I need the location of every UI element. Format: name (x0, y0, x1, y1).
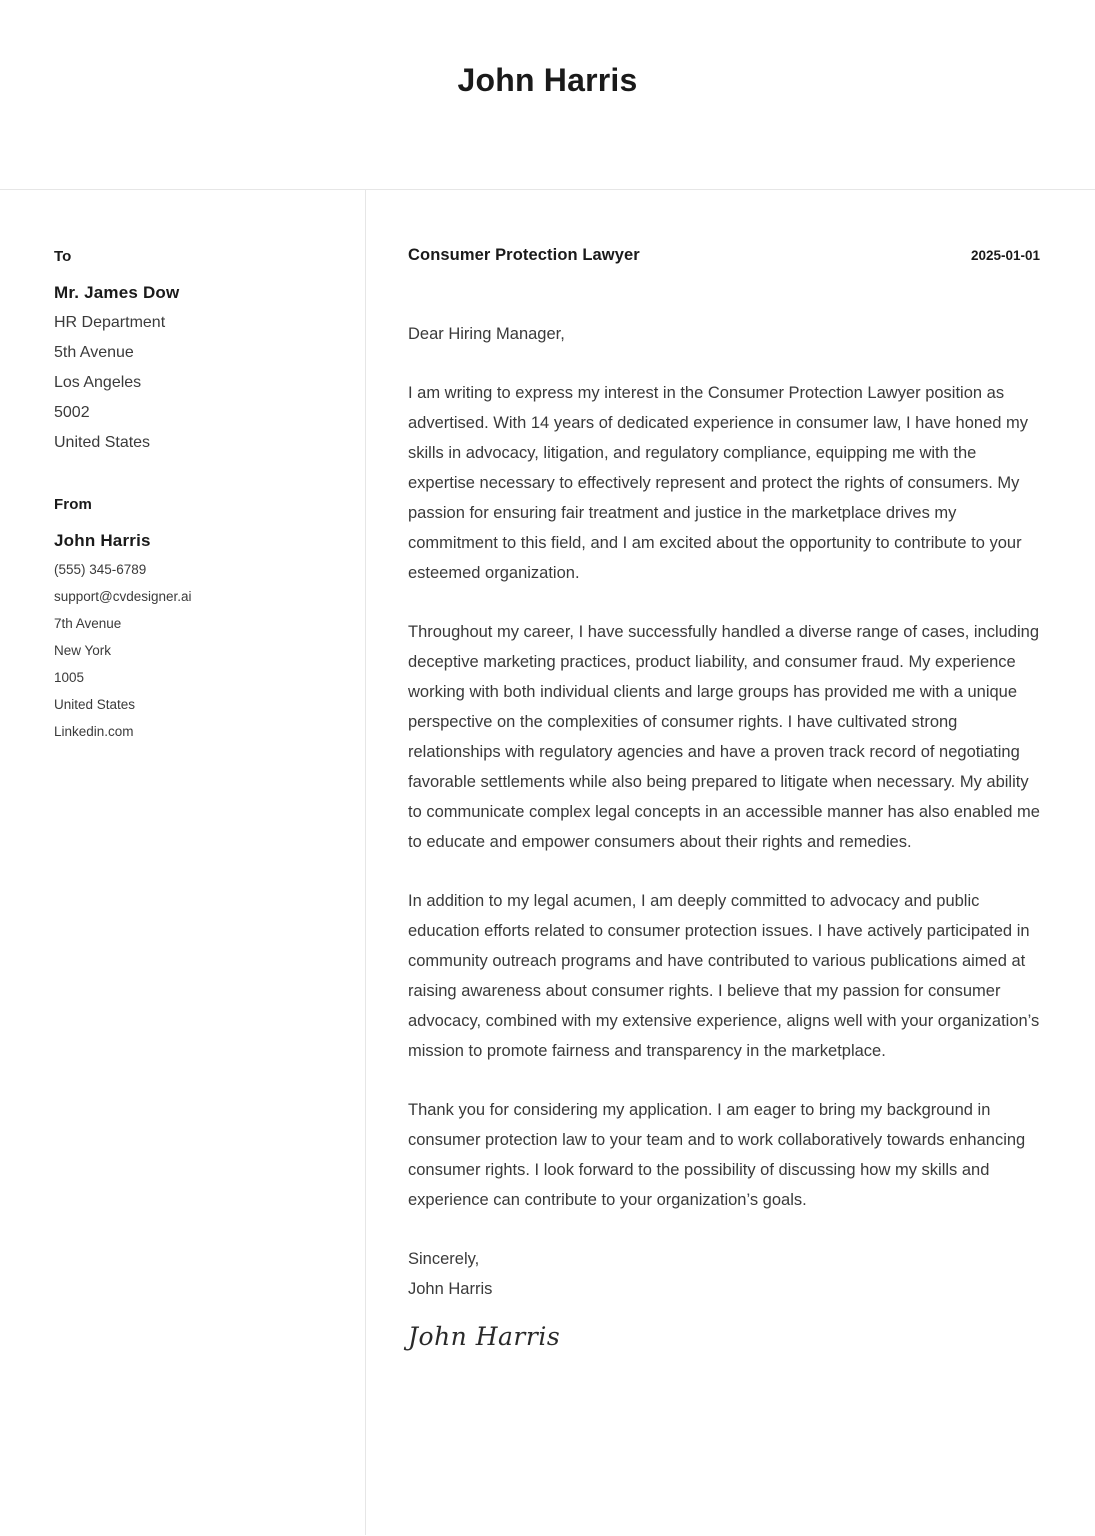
letter-date: 2025-01-01 (970, 248, 1040, 263)
recipient-name: Mr. James Dow (54, 283, 180, 302)
document-body (0, 190, 1095, 1535)
closing-word: Sincerely, (408, 1250, 480, 1268)
letter-header (408, 246, 1040, 265)
closing-block (408, 1244, 1040, 1304)
sender-phone: (555) 345-6789 (54, 562, 147, 577)
recipient-line: 5002 (54, 404, 90, 421)
closing-name: John Harris (408, 1280, 493, 1298)
sender-city: New York (54, 643, 112, 658)
sender-website: Linkedin.com (54, 724, 134, 739)
signature: John Harris (408, 1322, 561, 1351)
letter-paragraph: I am writing to express my interest in the Consumer Protection Lawyer position as advertised. With 14 years of dedicated experience in consumer law, I have honed my skills in advocacy, litigation, and regulatory compliance, equipping me with the expertise necessary to effectively represent and protect the rights of consumers. My passion for ensuring fair treatment and justice in the marketplace drives my commitment to this field, and I am excited about the opportunity to contribute to your esteemed organization. (408, 384, 1029, 582)
sender-name: John Harris (54, 531, 151, 550)
recipient-block (54, 248, 335, 458)
recipient-line: Los Angeles (54, 374, 142, 391)
recipient-line: United States (54, 434, 151, 451)
page-title: John Harris (457, 62, 638, 98)
document-header (0, 0, 1095, 190)
recipient-line: 5th Avenue (54, 344, 134, 361)
letter-paragraph: In addition to my legal acumen, I am deeply committed to advocacy and public education efforts related to consumer protection issues. I have actively participated in community outreach programs and have contributed to various publications aimed at raising awareness about consumer rights. I believe that my passion for consumer advocacy, combined with my extensive experience, aligns well with your organization’s mission to promote fairness and transparency in the marketplace. (408, 892, 1040, 1060)
letter-content (366, 190, 1095, 1535)
sidebar (0, 190, 366, 1535)
job-title: Consumer Protection Lawyer (408, 246, 640, 264)
sender-country: United States (54, 697, 136, 712)
salutation: Dear Hiring Manager, (408, 325, 565, 343)
sender-street: 7th Avenue (54, 616, 122, 631)
recipient-line: HR Department (54, 314, 166, 331)
letter-paragraph: Throughout my career, I have successfully handled a diverse range of cases, including deceptive marketing practices, product liability, and consumer fraud. My experience working with both individual clients and large groups has provided me with a unique perspective on the complexities of consumer rights. I have cultivated strong relationships with regulatory agencies and have a proven track record of negotiating favorable settlements while also being prepared to litigate when necessary. My ability to communicate complex legal concepts in an accessible manner has also enabled me to educate and empower consumers about their rights and remedies. (408, 623, 1040, 851)
letter-paragraph: Thank you for considering my application. I am eager to bring my background in consumer protection law to your team and to work collaboratively towards enhancing consumer rights. I look forward to the possibility of discussing how my skills and experience can contribute to your organization’s goals. (408, 1101, 1026, 1209)
sender-email: support@cvdesigner.ai (54, 589, 192, 604)
sender-label: From (54, 496, 92, 513)
sender-postcode: 1005 (54, 670, 85, 685)
recipient-label: To (54, 248, 72, 265)
sender-block (54, 496, 335, 745)
